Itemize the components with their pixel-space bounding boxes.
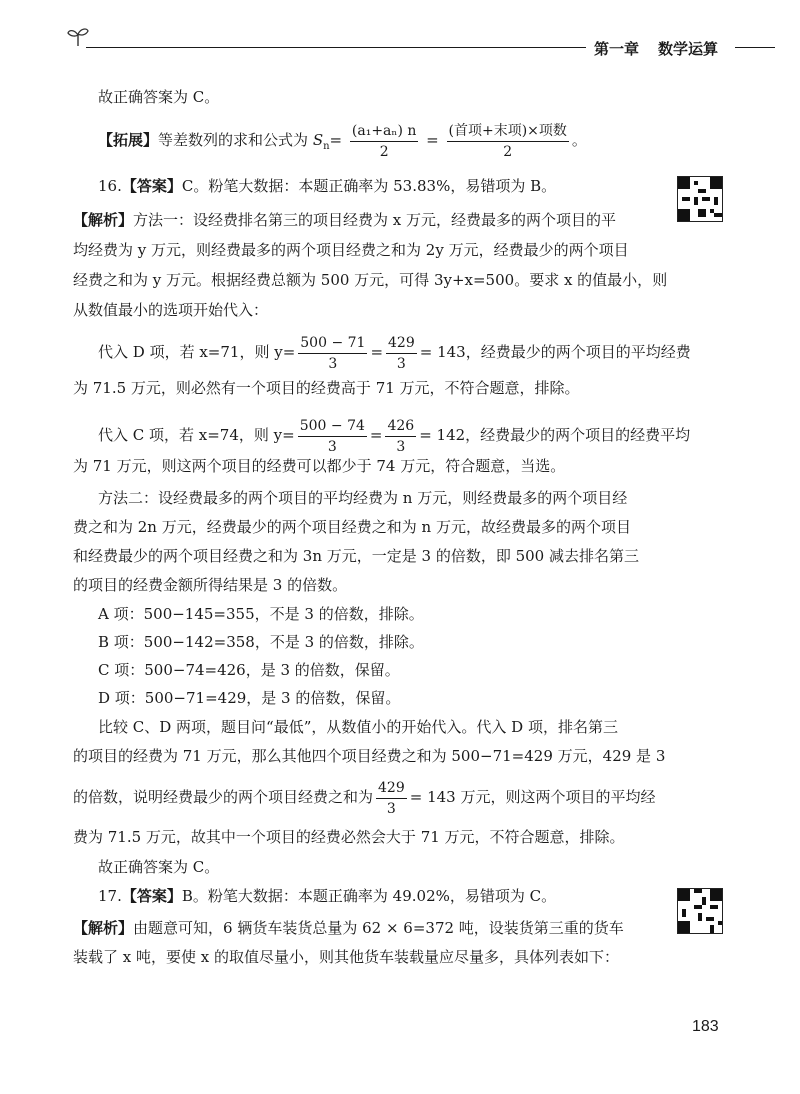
fraction-c-1 — [298, 418, 367, 455]
analysis-text: 由题意可知，6 辆货车装货总量为 62 × 6=372 吨，设装货第三重的货车 — [133, 919, 624, 937]
substitute-c-text: 代入 C 项，若 x=74，则 y= — [98, 426, 295, 444]
compare-line-1: 比较 C、D 两项，题目问“最低”，从数值小的开始代入。代入 D 项，排名第三 — [98, 718, 618, 736]
substitute-c-line-2: 为 71 万元，则这两个项目的经费可以都少于 74 万元，符合题意，当选。 — [73, 457, 566, 475]
qr-code-icon[interactable] — [677, 888, 723, 934]
answer-text: B。粉笔大数据：本题正确率为 49.02%，易错项为 C。 — [181, 887, 557, 905]
fraction-numerator: 426 — [385, 418, 416, 437]
answer-label: 【答案】 — [121, 177, 182, 195]
substitute-d-line-2: 为 71.5 万元，则必然有一个项目的经费高于 71 万元，不符合题意，排除。 — [73, 379, 580, 397]
fraction-denominator: 2 — [503, 143, 513, 160]
equals-1: = — [329, 131, 343, 149]
q16-analysis-line-2: 均经费为 y 万元，则经费最多的两个项目经费之和为 2y 万元，经费最少的两个项目 — [73, 241, 629, 259]
method2-line-3: 和经费最少的两个项目经费之和为 3n 万元，一定是 3 的倍数，即 500 减去排名第三 — [73, 547, 639, 565]
fraction-sum-2 — [447, 123, 569, 160]
substitute-c: 代入 C 项，若 x=74，则 y= $\frac{500 - 74}{3}$ = $\frac{426}{3}$ = 142，经费最少的两个项目的经费平均 — [98, 417, 691, 455]
option-d: D 项：500−71=429，是 3 的倍数，保留。 — [98, 689, 401, 707]
conclusion-15: 故正确答案为 C。 — [98, 88, 220, 106]
q17-analysis-line-1 — [73, 917, 624, 939]
fraction-denominator: 3 — [328, 355, 338, 372]
compare-line-3-result: = 143 万元，则这两个项目的平均经 — [409, 788, 656, 806]
fraction-numerator: 429 — [376, 780, 407, 799]
header-rule-left — [86, 47, 586, 48]
fraction-numerator: (a₁+aₙ) n — [350, 123, 418, 142]
fraction-denominator: 3 — [396, 438, 406, 455]
method2-line-1: 方法二：设经费最多的两个项目的平均经费为 n 万元，则经费最多的两个项目经 — [98, 489, 628, 507]
fraction-sum-1 — [350, 123, 418, 160]
option-b: B 项：500−142=358，不是 3 的倍数，排除。 — [98, 633, 424, 651]
method2-line-2: 费之和为 2n 万元，经费最少的两个项目经费之和为 n 万元，故经费最多的两个项目 — [73, 518, 631, 536]
extension-formula — [98, 118, 587, 169]
extension-label: 【拓展】 — [98, 131, 159, 149]
extension-text: 等差数列的求和公式为 — [158, 131, 309, 149]
fraction-c-2 — [385, 418, 416, 455]
fraction-numerator: 500 − 71 — [298, 335, 367, 354]
sum-symbol: S — [312, 131, 324, 149]
q16-analysis-line-4: 从数值最小的选项开始代入： — [73, 301, 269, 319]
substitute-d-text: 代入 D 项，若 x=71，则 y= — [98, 343, 296, 361]
method2-line-4: 的项目的经费金额所得结果是 3 的倍数。 — [73, 576, 348, 594]
fraction-numerator: 500 − 74 — [298, 418, 367, 437]
fraction-numerator: (首项+末项)×项数 — [447, 123, 569, 142]
qr-code-icon[interactable] — [677, 176, 723, 222]
q16-analysis-line-1 — [73, 209, 616, 231]
page-number: 183 — [692, 1018, 719, 1035]
compare-line-2: 的项目的经费为 71 万元，那么其他四个项目经费之和为 500−71=429 万元，429 是 3 — [73, 747, 666, 765]
q17-analysis-line-2: 装载了 x 吨，要使 x 的取值尽量小，则其他货车装载量应尽量多，具体列表如下： — [73, 948, 619, 966]
answer-text: C。粉笔大数据：本题正确率为 53.83%，易错项为 B。 — [181, 177, 557, 195]
conclusion-16: 故正确答案为 C。 — [98, 858, 220, 876]
compare-line-3-text: 的倍数，说明经费最少的两个项目经费之和为 — [73, 788, 374, 806]
question-number: 16. — [98, 177, 122, 195]
fraction-compare — [376, 780, 407, 817]
analysis-label: 【解析】 — [73, 211, 134, 229]
option-c: C 项：500−74=426，是 3 的倍数，保留。 — [98, 661, 400, 679]
period: 。 — [571, 131, 587, 149]
substitute-d-result: = 143，经费最少的两个项目的平均经费 — [419, 343, 691, 361]
compare-line-4: 费为 71.5 万元，故其中一个项目的经费必然会大于 71 万元，不符合题意，排除。 — [73, 828, 625, 846]
header-rule-right — [735, 47, 775, 48]
question-number: 17. — [98, 887, 122, 905]
fraction-numerator: 429 — [386, 335, 417, 354]
sum-subscript: n — [323, 141, 330, 152]
answer-label: 【答案】 — [121, 887, 182, 905]
fraction-d-1 — [298, 335, 367, 372]
fraction-denominator: 3 — [396, 355, 406, 372]
analysis-label: 【解析】 — [73, 919, 134, 937]
sprout-icon — [66, 26, 90, 48]
equals-2: = — [426, 131, 439, 149]
fraction-denominator: 3 — [327, 438, 337, 455]
q16-answer — [98, 175, 556, 197]
chapter-label: 第一章 — [594, 40, 640, 58]
option-a: A 项：500−145=355，不是 3 的倍数，排除。 — [98, 605, 424, 623]
fraction-denominator: 2 — [379, 143, 389, 160]
substitute-d: 代入 D 项，若 x=71，则 y= $\frac{500 - 71}{3}$ = $\frac{429}{3}$ = 143，经费最少的两个项目的平均经费 — [98, 334, 691, 372]
q16-analysis-line-3: 经费之和为 y 万元。根据经费总额为 500 万元，可得 3y+x=500。要求 x 的值最小，则 — [73, 271, 668, 289]
compare-line-3 — [73, 774, 656, 820]
section-title: 数学运算 — [658, 40, 719, 58]
substitute-c-result: = 142，经费最少的两个项目的经费平均 — [419, 426, 691, 444]
analysis-text: 方法一：设经费排名第三的项目经费为 x 万元，经费最多的两个项目的平 — [133, 211, 617, 229]
fraction-denominator: 3 — [386, 800, 396, 817]
fraction-d-2 — [386, 335, 417, 372]
q17-answer — [98, 885, 556, 907]
